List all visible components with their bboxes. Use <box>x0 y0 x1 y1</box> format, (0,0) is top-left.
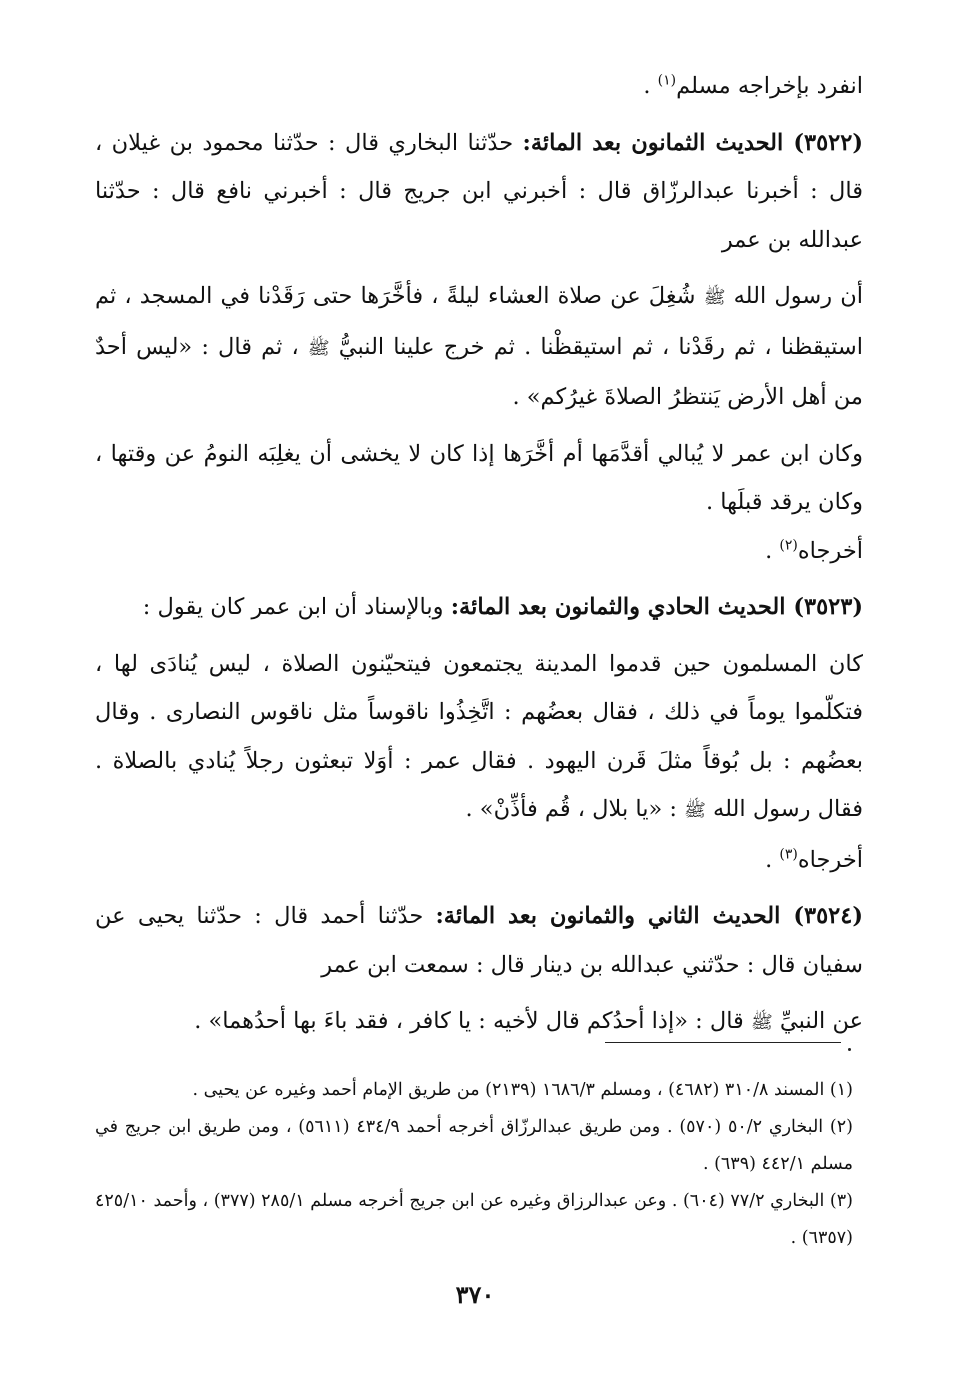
footnote-2: (٢) البخاري ٥٠/٢ (٥٧٠) . ومن طريق عبدالرزّاق أخرجه أحمد ٤٣٤/٩ (٥٦١١) ، ومن طريق ابن جريج في مسلم ٤٤٢/١ (٦٣٩) . <box>95 1117 853 1174</box>
top-line: انفرد بإخراجه مسلم$^{(١)}$ . <box>643 72 863 99</box>
hadith-3522-takhrij: أخرجاه$^{(٢)}$ . <box>765 537 863 564</box>
footnotes <box>95 1072 853 1257</box>
hadith-3524-heading <box>95 892 863 989</box>
page-number: ٣٧٠ <box>455 1280 495 1309</box>
hadith-3524-title: (٣٥٢٤) الحديث الثاني والثمانون بعد المائة: <box>435 903 863 929</box>
hadith-3522-matn: أن رسول الله ﷺ شُغِلَ عن صلاة العشاء ليلةً ، فأخَّرَها حتى رَقَدْنا في المسجد ، ثم استيقظنا ، ثم رقَدْنا ، ثم استيقظْنا . ثم خرج علينا النبيُّ ﷺ ، ثم قال : «ليس أحدٌ من أهل الأرض يَنتظرُ الصلاةَ غيرُكم» . <box>95 283 863 410</box>
footnote-separator <box>605 1036 841 1046</box>
salawat-glyph: ﷺ <box>307 337 330 359</box>
hadith-3522-heading <box>95 119 863 265</box>
hadith-3523-takhrij: أخرجاه$^{(٣)}$ . <box>765 846 863 873</box>
hadith-3524-matn: عن النبيِّ ﷺ قال : «إذا أحدُكم قال لأخيه : يا كافر ، فقد باءَ بها أحدُهما» . <box>194 1008 863 1034</box>
footnote-3: (٣) البخاري ٧٧/٢ (٦٠٤) . وعن عبدالرزاق وغيره عن ابن جريج أخرجه مسلم ٢٨٥/١ (٣٧٧) ، وأحمد ٤٢٥/١٠ (٦٣٥٧) . <box>95 1191 853 1248</box>
salawat-glyph: ﷺ <box>684 800 706 821</box>
separator-dot <box>848 1048 851 1051</box>
hadith-3523-isnad: وبالإسناد أن ابن عمر كان يقول : <box>142 594 451 620</box>
footnote-ref-2[interactable]: (٢) <box>779 537 798 553</box>
main-text <box>95 62 863 1048</box>
salawat-glyph: ﷺ <box>750 1012 773 1033</box>
footnote-ref-1[interactable]: (١) <box>657 72 677 89</box>
hadith-3524-isnad: حدّثنا أحمد قال : حدّثنا يحيى عن سفيان قال : حدّثني عبدالله بن دينار قال : سمعت ابن عمر <box>95 903 863 978</box>
separator-line <box>605 1042 841 1043</box>
salawat-glyph: ﷺ <box>703 287 726 308</box>
hadith-3523-title: (٣٥٢٣) الحديث الحادي والثمانون بعد المائة: <box>450 594 863 620</box>
hadith-3523-matn: كان المسلمون حين قدموا المدينة يجتمعون فيتحيّنون الصلاة ، ليس يُنادَى لها ، فتكلّموا يوماً في ذلك ، فقال بعضُهم : اتَّخِذُوا ناقوساً مثل ناقوس النصارى . وقال بعضُهم : بل بُوقاً مثلَ قَرن اليهود . فقال عمر : أوَلا تبعثون رجلاً يُنادي بالصلاة . فقال رسول الله ﷺ : «يا بلال ، قُم فأذِّنْ» . <box>95 650 863 822</box>
footnote-1: (١) المسند ٣١٠/٨ (٤٦٨٢) ، ومسلم ١٦٨٦/٣ (٢١٣٩) من طريق الإمام أحمد وغيره عن يحيى . <box>192 1080 853 1100</box>
hadith-3522-isnad: حدّثنا البخاري قال : حدّثنا محمود بن غيلان ، قال : أخبرنا عبدالرزّاق قال : أخبرني ابن جريج قال : أخبرني نافع قال : حدّثنا عبدالله بن عمر <box>95 129 863 253</box>
hadith-3523-heading <box>95 583 863 632</box>
hadith-3522-note: وكان ابن عمر لا يُبالي أقدَّمَها أم أخَّرَها إذا كان لا يخشى أن يغلِبَه النومُ عن وقتها ، وكان يرقد قبلَها . <box>95 440 863 515</box>
hadith-3522-title: (٣٥٢٢) الحديث الثمانون بعد المائة: <box>522 129 863 156</box>
footnote-ref-3[interactable]: (٣) <box>779 846 798 862</box>
